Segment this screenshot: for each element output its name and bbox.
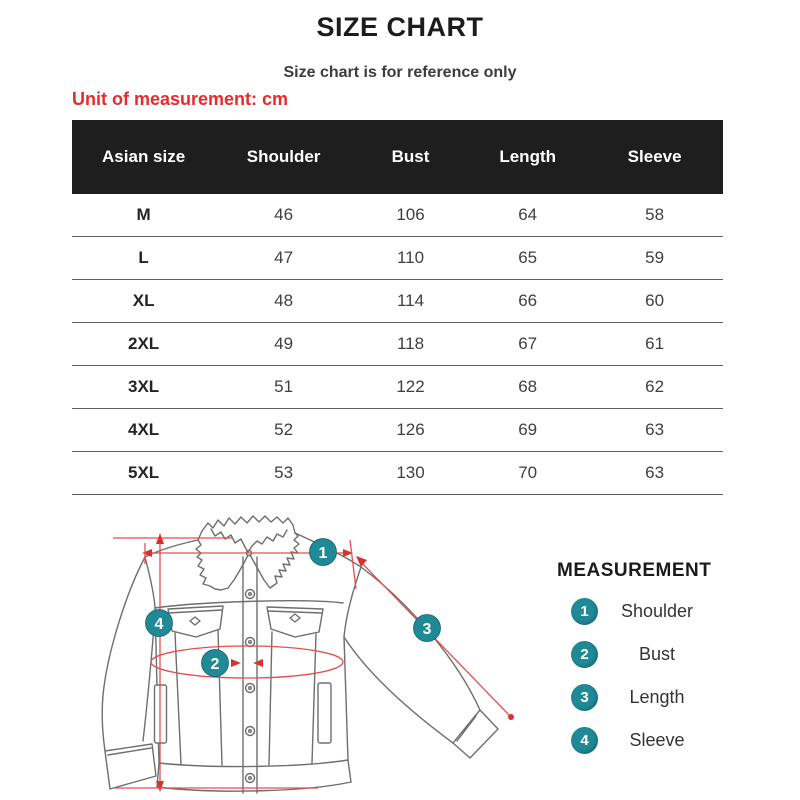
cell-size: 2XL: [128, 334, 160, 353]
button-icon: [246, 590, 255, 783]
cell-value: 122: [396, 377, 425, 396]
table-row: [72, 409, 723, 452]
cell-value: 114: [396, 291, 425, 310]
svg-text:1: 1: [318, 545, 328, 562]
shoulder-right-tick: [350, 540, 356, 589]
arrow-right-icon: [231, 659, 241, 667]
cell-value: 62: [645, 377, 665, 396]
badge-4-icon: 4: [571, 727, 598, 754]
legend-item-sleeve: [571, 727, 777, 754]
legend-item-length: [571, 684, 777, 711]
cell-size: 3XL: [128, 377, 160, 396]
header-cell-size: Asian size: [102, 147, 186, 166]
table-row: [72, 366, 723, 409]
table-row: [72, 323, 723, 366]
unit-note: Unit of measurement: cm: [72, 89, 289, 109]
cell-value: 59: [645, 248, 665, 267]
svg-text:4: 4: [154, 616, 164, 633]
cell-value: 118: [396, 334, 425, 353]
badge-3-icon: 3: [571, 684, 598, 711]
arrow-left-icon: [253, 659, 263, 667]
cell-value: 68: [518, 377, 538, 396]
legend-label: Sleeve: [629, 730, 685, 750]
cell-value: 51: [274, 377, 294, 396]
table-header-row: [72, 120, 723, 194]
cell-value: 130: [396, 463, 425, 482]
measurement-legend: [557, 560, 777, 754]
cell-value: 47: [274, 248, 294, 267]
legend-label: Shoulder: [620, 601, 694, 621]
cell-value: 66: [518, 291, 538, 310]
cell-value: 70: [518, 463, 538, 482]
badge-2-icon: 2: [571, 641, 598, 668]
cell-value: 63: [645, 420, 665, 439]
callout-3: [414, 615, 441, 642]
legend-item-bust: [571, 641, 777, 668]
callout-1: [310, 539, 337, 566]
page-title: SIZE CHART: [316, 12, 484, 42]
cell-value: 64: [518, 205, 538, 224]
cell-value: 61: [645, 334, 665, 353]
cell-size: M: [136, 205, 151, 224]
cell-value: 53: [274, 463, 294, 482]
legend-label: Bust: [638, 644, 676, 664]
legend-title: MEASUREMENT: [557, 560, 712, 581]
cell-value: 52: [274, 420, 294, 439]
cell-value: 46: [274, 205, 294, 224]
page-subtitle: Size chart is for reference only: [283, 64, 517, 81]
cell-value: 60: [645, 291, 665, 310]
cell-value: 110: [396, 248, 425, 267]
svg-text:2: 2: [210, 656, 220, 673]
cell-value: 65: [518, 248, 538, 267]
header-cell-length: Length: [499, 147, 556, 166]
measure-end-dot: [508, 714, 514, 720]
cell-value: 67: [518, 334, 538, 353]
table-row: [72, 280, 723, 323]
cell-value: 69: [518, 420, 538, 439]
header-cell-bust: Bust: [391, 147, 430, 166]
jacket-measurement-diagram: [55, 505, 565, 800]
table-row: [72, 194, 723, 237]
callout-2: [202, 650, 229, 677]
table-row: [72, 237, 723, 280]
legend-item-shoulder: [571, 598, 777, 625]
cell-value: 48: [274, 291, 294, 310]
cell-value: 126: [396, 420, 425, 439]
size-table: [72, 120, 723, 495]
cell-size: XL: [132, 291, 155, 310]
cell-size: 5XL: [128, 463, 160, 482]
table-row: [72, 452, 723, 495]
measure-lines: [113, 533, 514, 792]
cell-value: 49: [274, 334, 294, 353]
legend-label: Length: [629, 687, 685, 707]
cell-value: 58: [645, 205, 665, 224]
cell-size: 4XL: [128, 420, 160, 439]
svg-text:3: 3: [422, 621, 432, 638]
badge-1-icon: 1: [571, 598, 598, 625]
header-cell-sleeve: Sleeve: [627, 147, 682, 166]
measure-bust-ellipse: [151, 646, 343, 678]
header-cell-shoulder: Shoulder: [246, 147, 321, 166]
cell-size: L: [138, 248, 149, 267]
cell-value: 63: [645, 463, 665, 482]
cell-value: 106: [396, 205, 425, 224]
callout-4: [146, 610, 173, 637]
